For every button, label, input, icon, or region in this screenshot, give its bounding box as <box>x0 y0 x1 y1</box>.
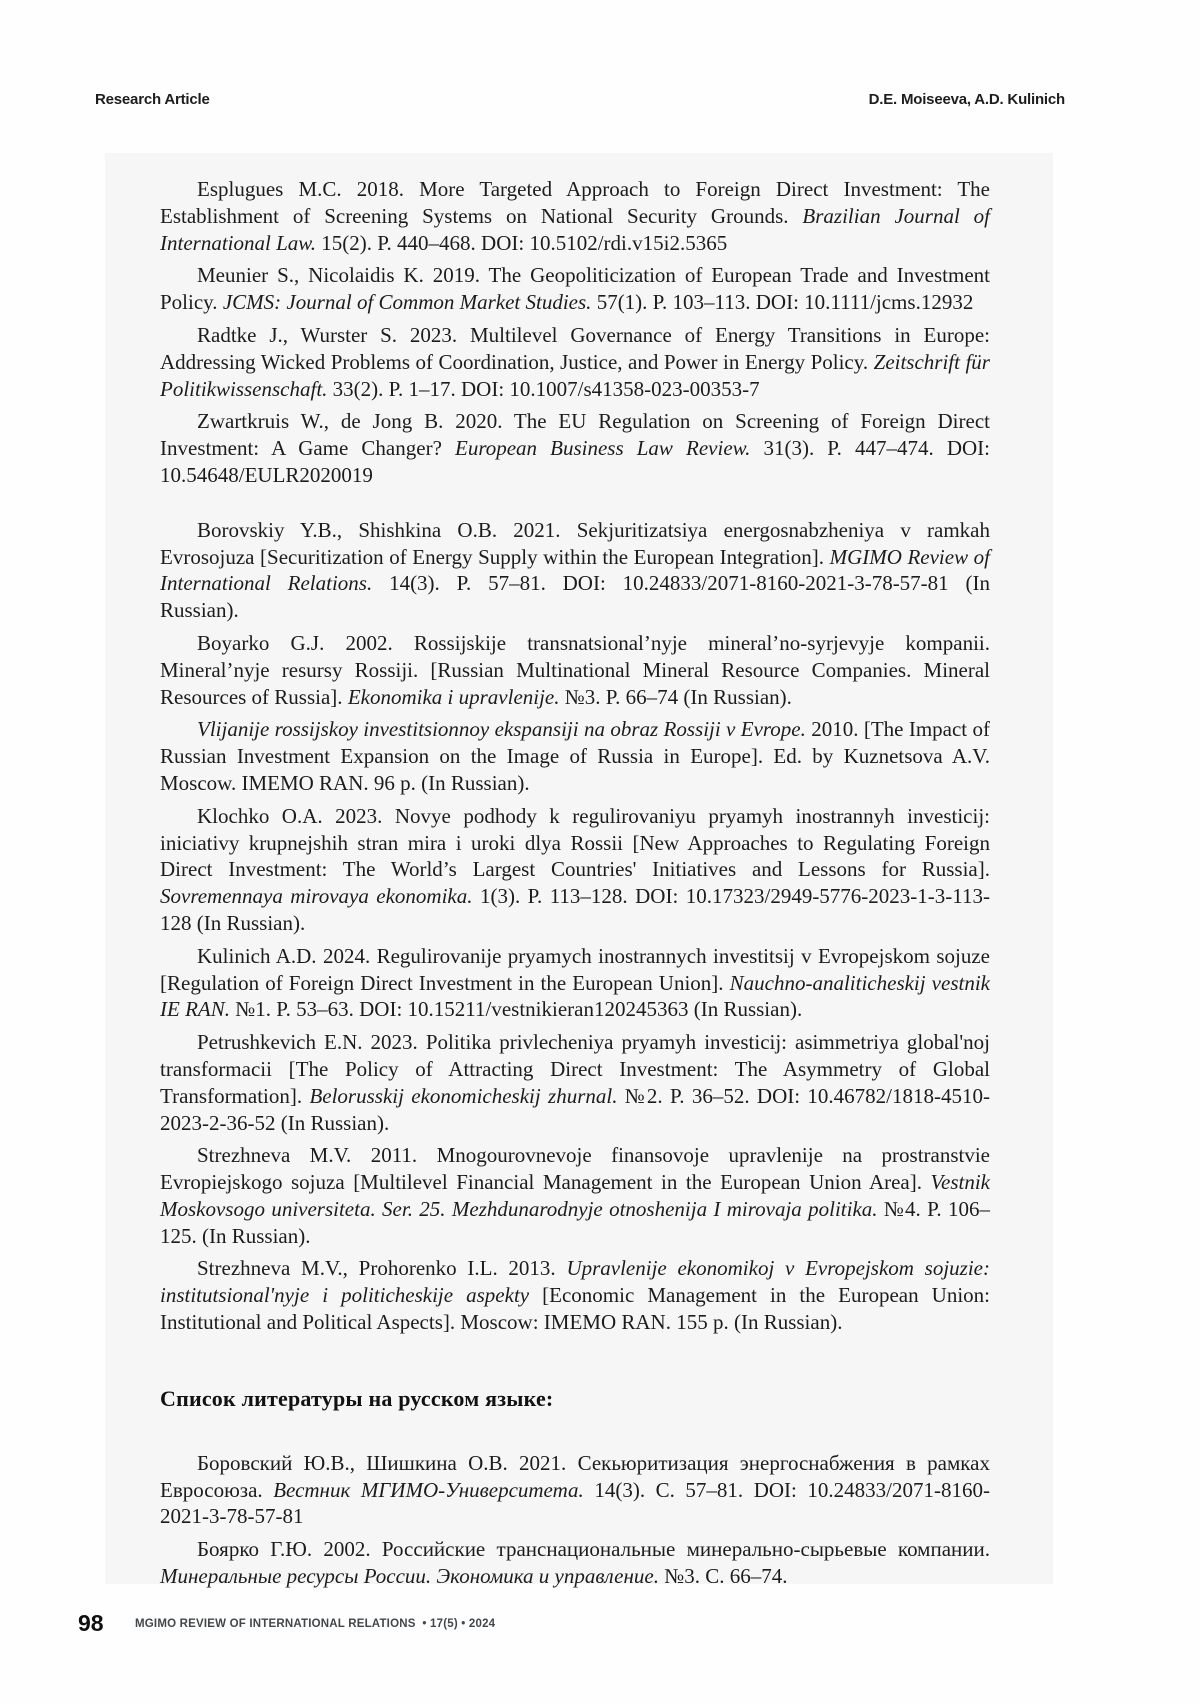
page-number: 98 <box>78 1610 104 1636</box>
article-type-label: Research Article <box>95 91 210 108</box>
reference-item: Боровский Ю.В., Шишкина О.В. 2021. Секьюритизация энергоснабжения в рамках Евросоюза. Вестник МГИМО-Университета. 14(3). С. 57–81. DOI: 10.24833/2071-8160-2021-3-78-57-81 <box>160 1450 990 1529</box>
authors-label: D.E. Moiseeva, A.D. Kulinich <box>868 91 1065 108</box>
reference-item: Strezhneva M.V., Prohorenko I.L. 2013. Upravlenije ekonomikoj v Evropejskom sojuzie: institutsional'nyje i politicheskije aspekty [Economic Management in the European Union: Institutional and Political Aspects]. Moscow: IMEMO RAN. 155 p. (In Russian). <box>160 1256 991 1335</box>
reference-item: Strezhneva M.V. 2011. Mnogourovnevoje finansovoje upravlenije na prostranstvie Evropiejskogo sojuza [Multilevel Financial Management in the European Union Area]. Vestnik Moskovsogo universiteta. Ser. 25. Mezhdunarodnyje otnoshenija I mirovaja politika. №4. P. 106–125. (In Russian). <box>160 1143 991 1248</box>
reference-item: Боярко Г.Ю. 2002. Российские транснациональные минерально-сырьевые компании. Минеральные ресурсы России. Экономика и управление. №3. С. 66–74. <box>160 1537 990 1589</box>
reference-item: Esplugues M.C. 2018. More Targeted Approach to Foreign Direct Investment: The Establishment of Screening Systems on National Security Grounds. Brazilian Journal of International Law. 15(2). P. 440–468. DOI: 10.5102/rdi.v15i2.5365 <box>160 177 990 255</box>
references-group-international <box>160 176 990 489</box>
journal-title-footer: MGIMO REVIEW OF INTERNATIONAL RELATIONS • 17(5) • 2024 <box>135 1617 496 1630</box>
reference-item: Borovskiy Y.B., Shishkina O.B. 2021. Sekjuritizatsiya energosnabzheniya v ramkah Evrosojuza [Securitization of Energy Supply within the European Integration]. MGIMO Review of International Relations. 14(3). P. 57–81. DOI: 10.24833/2071-8160-2021-3-78-57-81 (In Russian). <box>160 517 990 623</box>
reference-item: Klochko O.A. 2023. Novye podhody k regulirovaniyu pryamyh inostrannyh investicij: iniciativy krupnejshih stran mira i uroki dlya Rossii [New Approaches to Regulating Foreign Direct Investment: The World’s Largest Countries' Initiatives and Lessons for Russia]. Sovremennaya mirovaya ekonomika. 1(3). P. 113–128. DOI: 10.17323/2949-5776-2023-1-3-113-128 (In Russian). <box>160 803 990 935</box>
reference-item: Kulinich A.D. 2024. Regulirovanije pryamych inostrannych investitsij v Evropejskom sojuze [Regulation of Foreign Direct Investment in the European Union]. Nauchno-analiticheskij vestnik IE RAN. №1. P. 53–63. DOI: 10.15211/vestnikieran120245363 (In Russian). <box>160 943 990 1022</box>
references-panel <box>105 153 1053 1589</box>
reference-item: Vlijanije rossijskoy investitsionnoy ekspansiji na obraz Rossiji v Evrope. 2010. [The Impact of Russian Investment Expansion on the Image of Russia in Europe]. Ed. by Kuznetsova A.V. Moscow. IMEMO RAN. 96 p. (In Russian). <box>160 717 990 795</box>
reference-item: Zwartkruis W., de Jong B. 2020. The EU Regulation on Screening of Foreign Direct Investment: A Game Changer? European Business Law Review. 31(3). P. 447–474. DOI: 10.54648/EULR2020019 <box>160 409 990 487</box>
reference-item: Petrushkevich E.N. 2023. Politika privlecheniya pryamyh investicij: asimmetriya global'noj transformacii [The Policy of Attracting Direct Investment: The Asymmetry of Global Transformation]. Belorusskij ekonomicheskij zhurnal. №2. P. 36–52. DOI: 10.46782/1818-4510-2023-2-36-52 (In Russian). <box>160 1030 990 1135</box>
references-russian <box>160 1450 990 1590</box>
reference-item: Boyarko G.J. 2002. Rossijskije transnatsional’nyje mineral’no-syrjevyje kompanii. Mineral’nyje resursy Rossiji. [Russian Multinational Mineral Resource Companies. Mineral Resources of Russia]. Ekonomika i upravlenije. №3. P. 66–74 (In Russian). <box>160 630 990 709</box>
reference-item: Radtke J., Wurster S. 2023. Multilevel Governance of Energy Transitions in Europe: Addressing Wicked Problems of Coordination, Justice, and Power in Energy Policy. Zeitschrift für Politikwissenschaft. 33(2). P. 1–17. DOI: 10.1007/s41358-023-00353-7 <box>160 322 990 401</box>
page-header <box>95 91 1065 108</box>
references-group-russian-translit <box>160 517 990 1336</box>
russian-references-heading: Список литературы на русском языке: <box>160 1385 554 1411</box>
reference-item: Meunier S., Nicolaidis K. 2019. The Geopoliticization of European Trade and Investment Policy. JCMS: Journal of Common Market Studies. 57(1). P. 103–113. DOI: 10.1111/jcms.12932 <box>160 263 990 315</box>
page-footer <box>78 1610 495 1637</box>
